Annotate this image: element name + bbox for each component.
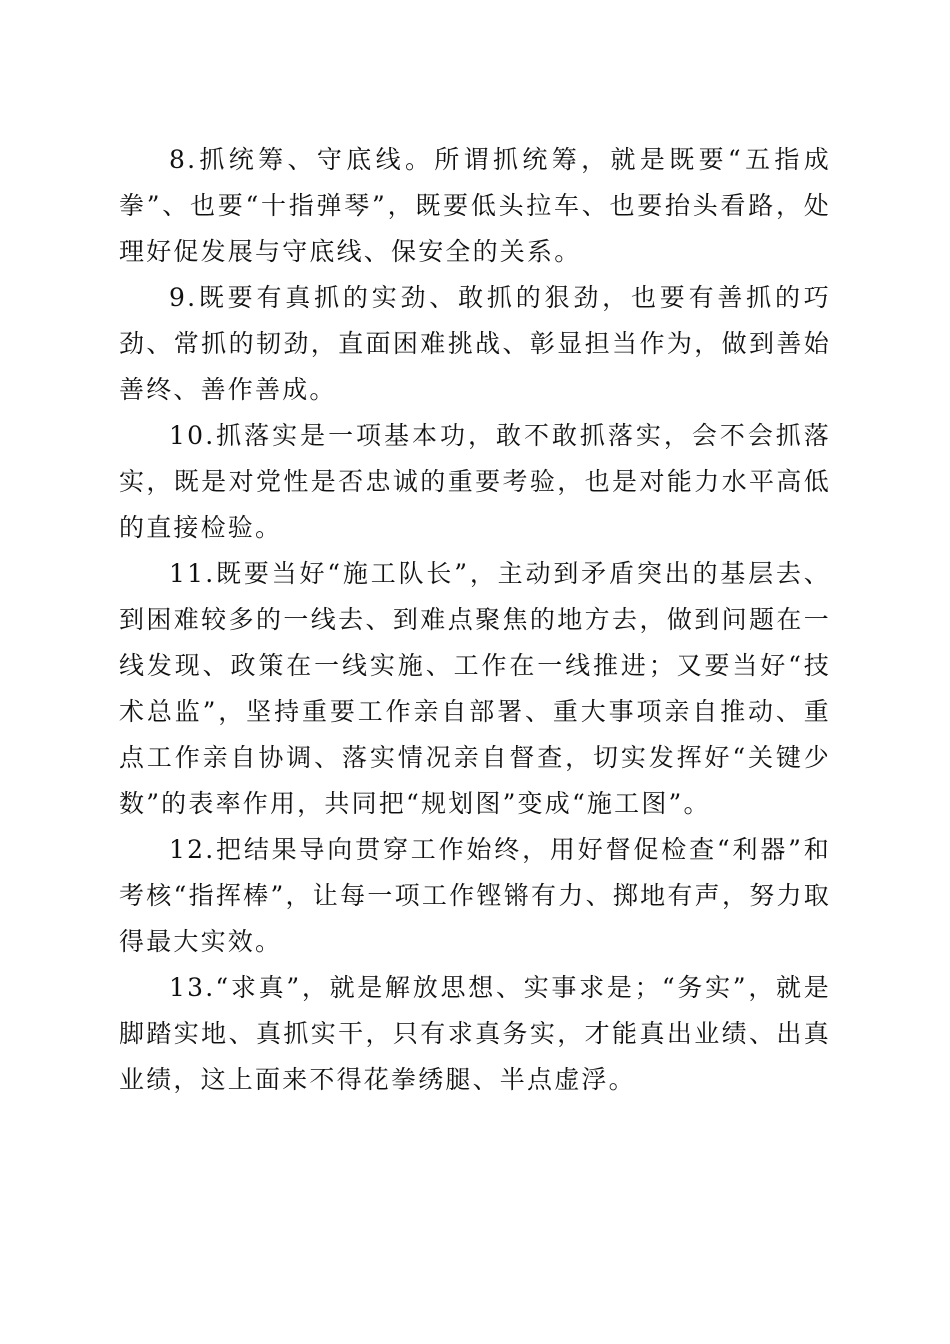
paragraph-8: 8.抓统筹、守底线。所谓抓统筹，就是既要“五指成拳”、也要“十指弹琴”，既要低头拉车、也要抬头看路，处理好促发展与守底线、保安全的关系。: [119, 145, 831, 266]
paragraph-9: 9.既要有真抓的实劲、敢抓的狠劲，也要有善抓的巧劲、常抓的韧劲，直面困难挑战、彰显担当作为，做到善始善终、善作善成。: [119, 283, 831, 404]
document-body: [119, 137, 831, 1103]
paragraph-12: 12.把结果导向贯穿工作始终，用好督促检查“利器”和考核“指挥棒”，让每一项工作铿锵有力、掷地有声，努力取得最大实效。: [119, 835, 831, 956]
paragraph-13: 13.“求真”，就是解放思想、实事求是；“务实”，就是脚踏实地、真抓实干，只有求真务实，才能真出业绩、出真业绩，这上面来不得花拳绣腿、半点虚浮。: [119, 973, 831, 1094]
paragraph-11: 11.既要当好“施工队长”，主动到矛盾突出的基层去、到困难较多的一线去、到难点聚焦的地方去，做到问题在一线发现、政策在一线实施、工作在一线推进；又要当好“技术总监”，坚持重要工作亲自部署、重大事项亲自推动、重点工作亲自协调、落实情况亲自督查，切实发挥好“关键少数”的表率作用，共同把“规划图”变成“施工图”。: [119, 559, 831, 818]
paragraph-10: 10.抓落实是一项基本功，敢不敢抓落实，会不会抓落实，既是对党性是否忠诚的重要考验，也是对能力水平高低的直接检验。: [119, 421, 831, 542]
